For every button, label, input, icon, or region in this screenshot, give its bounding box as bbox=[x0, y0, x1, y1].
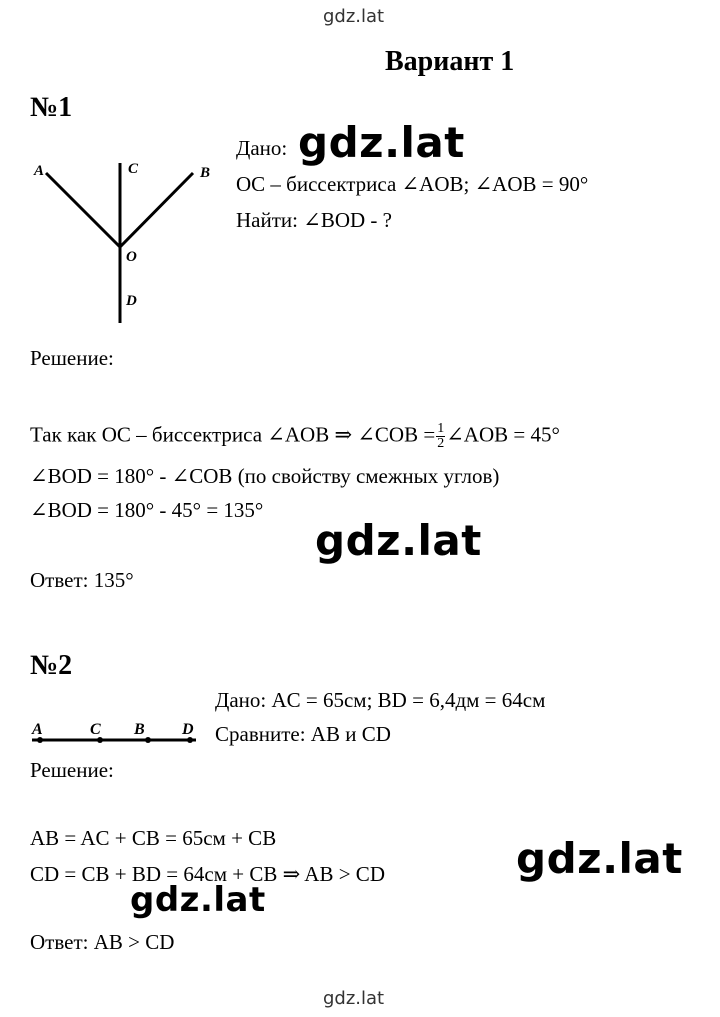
task1-find-line: Найти: ∠BOD - ? bbox=[236, 208, 392, 232]
label-c-seg: C bbox=[90, 721, 101, 738]
watermark-large-4: gdz.lat bbox=[130, 880, 266, 920]
task2-answer: Ответ: AB > CD bbox=[30, 930, 175, 954]
task2-number: №2 bbox=[30, 650, 73, 681]
task1-given-line: OC – биссектриса ∠AOB; ∠AOB = 90° bbox=[236, 172, 589, 196]
fraction-numerator: 1 bbox=[437, 421, 445, 436]
label-c: C bbox=[128, 161, 139, 177]
watermark-large-1: gdz.lat bbox=[298, 118, 465, 167]
variant-title: Вариант 1 bbox=[385, 46, 515, 77]
watermark-top: gdz.lat bbox=[323, 6, 385, 27]
solution-line-1-start: Так как OC – биссектриса ∠AOB ⇒ ∠COB = bbox=[30, 422, 436, 447]
task1-given-label: Дано: bbox=[236, 136, 288, 160]
fraction-one-half bbox=[436, 422, 445, 451]
watermark-large-2: gdz.lat bbox=[315, 516, 482, 565]
task1-solution-line-1 bbox=[30, 422, 560, 451]
label-d-seg: D bbox=[182, 721, 194, 738]
label-o: O bbox=[126, 249, 137, 265]
point-b bbox=[145, 737, 151, 743]
label-d: D bbox=[126, 293, 137, 309]
ray-oa bbox=[46, 173, 120, 247]
label-b: B bbox=[200, 165, 211, 181]
task2-solution-line-1: AB = AC + CB = 65см + CB bbox=[30, 826, 277, 850]
label-a-seg: A bbox=[32, 721, 43, 738]
label-b-seg: B bbox=[134, 721, 145, 738]
task1-solution-line-2: ∠BOD = 180° - ∠COB (по свойству смежных углов) bbox=[30, 464, 500, 488]
task2-solution-line-2: CD = CB + BD = 64см + CB ⇒ AB > CD bbox=[30, 862, 385, 886]
watermark-large-3: gdz.lat bbox=[516, 834, 683, 883]
task1-number: №1 bbox=[30, 92, 73, 123]
task2-segment-figure bbox=[28, 712, 213, 748]
task1-solution-line-3: ∠BOD = 180° - 45° = 135° bbox=[30, 498, 264, 522]
task2-solution-label: Решение: bbox=[30, 758, 114, 782]
solution-line-1-end: ∠AOB = 45° bbox=[446, 422, 560, 447]
ray-ob bbox=[120, 173, 193, 247]
watermark-bottom: gdz.lat bbox=[323, 988, 385, 1009]
task1-angle-figure bbox=[28, 155, 218, 330]
task1-solution-label: Решение: bbox=[30, 346, 114, 370]
task1-answer: Ответ: 135° bbox=[30, 568, 134, 592]
label-a: A bbox=[34, 163, 45, 179]
task2-compare-line: Сравните: AB и CD bbox=[215, 722, 391, 746]
task2-given-line: Дано: AC = 65см; BD = 6,4дм = 64см bbox=[215, 688, 546, 712]
fraction-denominator: 2 bbox=[437, 436, 445, 451]
